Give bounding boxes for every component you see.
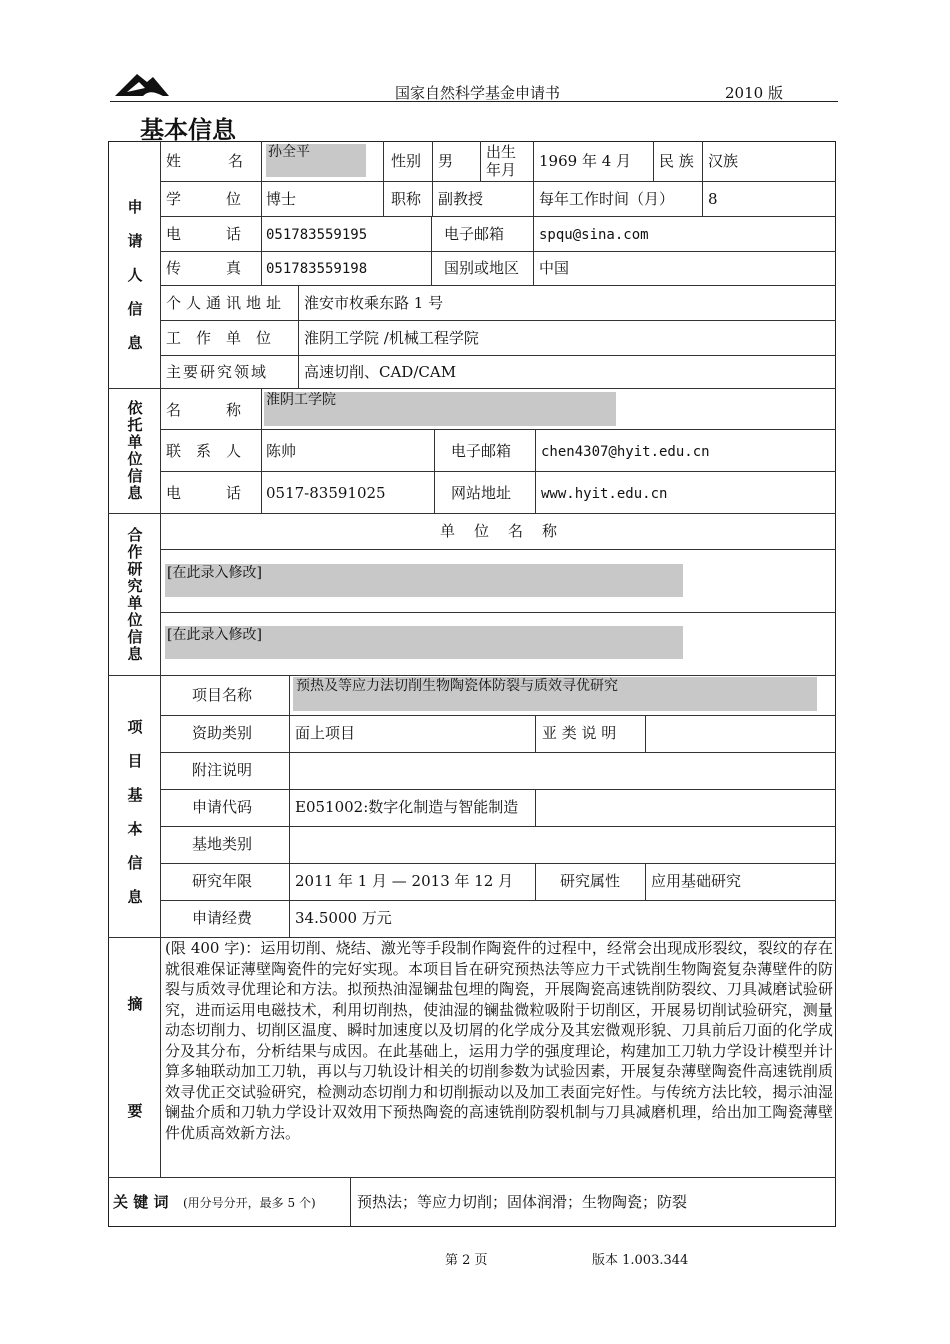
field-value: 高速切削、CAD/CAM — [304, 363, 457, 381]
fax-value: 051783559198 — [266, 261, 368, 277]
fax-label: 传 真 — [166, 259, 242, 277]
budget-label: 申请经费 — [192, 909, 253, 927]
abstract-text: (限 400 字)：运用切削、烧结、激光等手段制作陶瓷件的过程中，经常会出现成形裂纹，裂纹的存在就很难保证薄壁陶瓷件的完好实现。本项目旨在研究预热法等应力干式铣削生物陶瓷复杂薄壁件的防裂与质效寻优理论和方法。拟预热油湿镧盐包埋的陶瓷，开展陶瓷高速铣削防裂纹、刀具减磨试验研究，进而运用电磁技术，利用切削热，使油湿的镧盐微粒吸附于切削区，开展易切削试验研究，测量动态切削力、切削区温度、瞬时加速度以及切屑的化学成分及其宏微观形貌、刀具前后刀面的化学成分及其分布，分析结果与成因。在此基础上，运用力学的强度理论，构建加工刀轨力学设计模型并计算多轴联动加工刀轨，再以与刀轨设计相关的切削参数为试验因素，开展复杂薄壁陶瓷件高速铣削质效寻优正交试验研究，检测动态切削力和切削振动以及加工表面完好性。与传统方法比较，揭示油湿镧盐介质和刀轨力学设计双效用下预热陶瓷的高速铣削防裂机制与刀具减磨机理，给出加工陶瓷薄壁件优质高效新方法。 — [165, 939, 833, 1142]
coop-row-1: [在此录入修改] — [167, 565, 262, 581]
attr-label: 研究属性 — [560, 872, 621, 890]
title-value: 副教授 — [438, 190, 484, 208]
coop-group-label: 合 作 研 究 单 位 信 息 — [127, 526, 143, 663]
title-label: 职称 — [391, 190, 422, 208]
applicant-name: 孙全平 — [268, 144, 310, 160]
host-email-label: 电子邮箱 — [451, 442, 512, 460]
birth-label-2: 年月 — [486, 161, 517, 179]
employer-value: 淮阴工学院 /机械工程学院 — [304, 329, 479, 347]
applicant-group-label: 申 请 人 信 息 — [127, 198, 143, 352]
gender-label: 性别 — [391, 152, 422, 170]
address-label: 个人通讯地址 — [166, 294, 287, 312]
section-title: 基本信息 — [140, 116, 236, 144]
keywords-label: 关 键 词 — [113, 1193, 169, 1211]
birth-value: 1969 年 4 月 — [539, 152, 632, 170]
note-label: 附注说明 — [192, 761, 253, 779]
host-name-label: 名 称 — [166, 401, 242, 419]
abstract-label-2: 要 — [127, 1102, 143, 1120]
header-version: 2010 版 — [725, 84, 783, 102]
phone-value: 051783559195 — [266, 227, 368, 243]
host-email-value: chen4307@hyit.edu.cn — [541, 444, 710, 460]
email-value: spqu@sina.com — [539, 227, 649, 243]
host-group-label: 依 托 单 位 信 息 — [127, 399, 143, 502]
ethnic-label: 民 族 — [659, 152, 694, 170]
project-name: 预热及等应力法切削生物陶瓷体防裂与质效寻优研究 — [296, 678, 618, 694]
header-title: 国家自然科学基金申请书 — [395, 84, 561, 102]
abstract-label-1: 摘 — [127, 995, 143, 1013]
phone-label: 电 话 — [166, 225, 242, 243]
code-value: E051002:数字化制造与智能制造 — [295, 798, 519, 816]
contact-label: 联 系 人 — [166, 442, 242, 460]
degree-value: 博士 — [266, 190, 297, 208]
period-label: 研究年限 — [192, 872, 253, 890]
worktime-label: 每年工作时间（月） — [539, 190, 675, 208]
website-label: 网站地址 — [451, 484, 512, 502]
host-phone-label: 电 话 — [166, 484, 242, 502]
keywords-hint: (用分号分开，最多 5 个) — [183, 1196, 316, 1210]
host-phone-value: 0517-83591025 — [266, 484, 386, 502]
header-rule — [110, 101, 838, 102]
worktime-value: 8 — [708, 190, 718, 208]
applicant-name-label: 姓 名 — [166, 152, 244, 170]
base-label: 基地类别 — [192, 835, 253, 853]
nsfc-logo-icon — [113, 68, 171, 100]
keywords-value: 预热法；等应力切削；固体润滑；生物陶瓷；防裂 — [357, 1193, 688, 1211]
attr-value: 应用基础研究 — [651, 872, 742, 890]
page-number: 第 2 页 — [445, 1253, 488, 1268]
country-label: 国别或地区 — [444, 259, 520, 277]
birth-label-1: 出生 — [486, 143, 517, 161]
coop-row-2: [在此录入修改] — [167, 627, 262, 643]
fund-type-value: 面上项目 — [295, 724, 356, 742]
coop-header: 单 位 名 称 — [440, 522, 560, 540]
project-group-label: 项 目 基 本 信 息 — [127, 718, 143, 906]
employer-label: 工 作 单 位 — [166, 329, 272, 347]
gender-value: 男 — [438, 152, 454, 170]
website-value: www.hyit.edu.cn — [541, 486, 668, 502]
doc-version: 版本 1.003.344 — [592, 1253, 689, 1268]
host-name: 淮阴工学院 — [266, 392, 336, 408]
budget-value: 34.5000 万元 — [295, 909, 392, 927]
code-label: 申请代码 — [192, 798, 253, 816]
country-value: 中国 — [539, 259, 570, 277]
contact-value: 陈帅 — [266, 442, 297, 460]
project-name-label: 项目名称 — [192, 686, 253, 704]
fund-type-label: 资助类别 — [192, 724, 253, 742]
email-label: 电子邮箱 — [444, 225, 505, 243]
subtype-label: 亚 类 说 明 — [542, 724, 617, 742]
address-value: 淮安市枚乘东路 1 号 — [304, 294, 444, 312]
degree-label: 学 位 — [166, 190, 242, 208]
period-value: 2011 年 1 月 — 2013 年 12 月 — [295, 872, 514, 890]
ethnic-value: 汉族 — [708, 152, 739, 170]
field-label: 主要研究领域 — [166, 363, 269, 381]
